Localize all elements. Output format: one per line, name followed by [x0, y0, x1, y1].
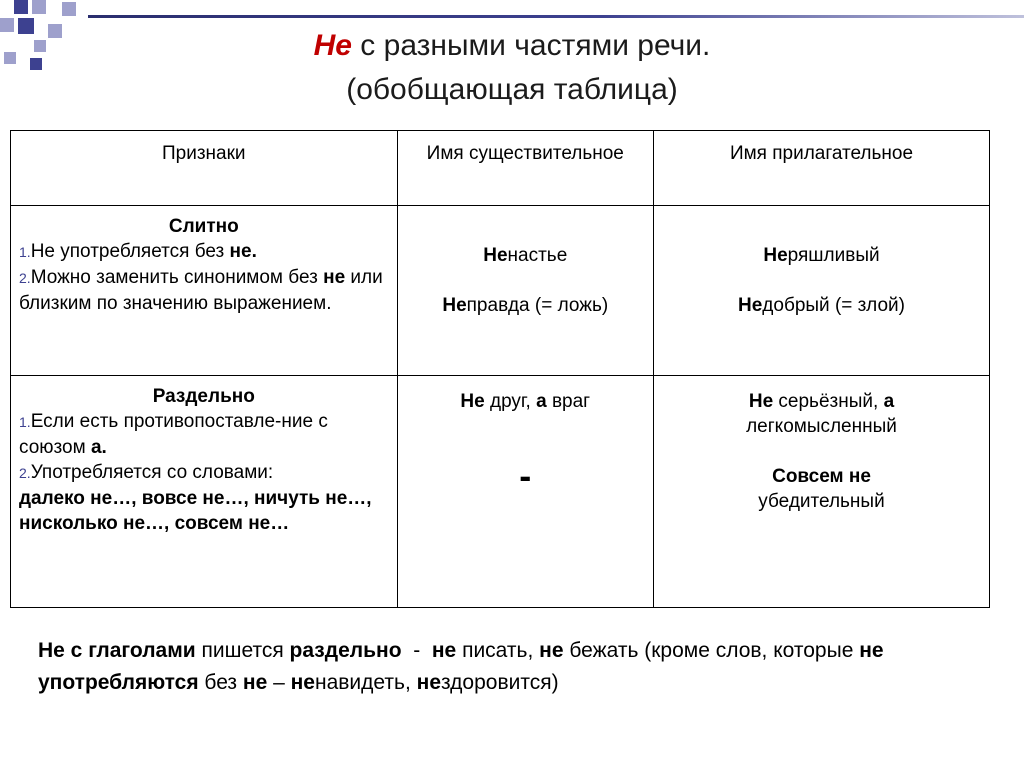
example-text: Неправда (= ложь) — [442, 295, 609, 316]
example-text: Неряшливый — [763, 245, 880, 266]
noun-examples-together — [397, 206, 653, 376]
rule-heading: Раздельно — [152, 386, 255, 407]
deco-square — [32, 0, 46, 14]
verbs-note: Не с глаголами пишется раздельно - не писать, не бежать (кроме слов, которые не употребляются без не – ненавидеть, нездоровится) — [38, 639, 884, 694]
adjective-examples-separate — [653, 376, 989, 608]
rule-item: 2.Употребляется со словами: — [19, 462, 274, 483]
table-row — [11, 376, 990, 608]
noun-examples-separate — [397, 376, 653, 608]
rule-item: 1.Не употребляется без не. — [19, 241, 257, 262]
rule-item: 2.Можно заменить синонимом без не или близким по значению выражением. — [19, 267, 383, 314]
page-title — [0, 24, 1024, 68]
rule-heading: Слитно — [168, 216, 239, 237]
header-noun: Имя существительное — [397, 131, 653, 206]
dash-mark: - — [519, 455, 532, 496]
rule-cell-together — [11, 206, 398, 376]
summary-table — [10, 130, 990, 608]
deco-square — [62, 2, 76, 16]
adjective-examples-together — [653, 206, 989, 376]
rule-item: 1.Если есть противопоставле-ние с союзом а. — [19, 411, 328, 458]
example-text: Совсем не — [772, 466, 871, 487]
example-text: убедительный — [758, 491, 885, 512]
title-line1: с разными частями речи. — [351, 29, 711, 62]
example-text: Недобрый (= злой) — [738, 295, 905, 316]
example-text: Ненастье — [483, 245, 568, 266]
header-line — [88, 15, 1024, 18]
title-accent: Не — [313, 29, 352, 62]
header-adjective: Имя прилагательное — [653, 131, 989, 206]
page-subtitle: (обобщающая таблица) — [346, 73, 678, 106]
example-text: Не серьёзный, а легкомысленный — [746, 391, 897, 437]
rule-cell-separate — [11, 376, 398, 608]
table-row — [11, 206, 990, 376]
table-header-row — [11, 131, 990, 206]
header-features: Признаки — [11, 131, 398, 206]
deco-square — [14, 0, 28, 14]
example-text: Не друг, а враг — [460, 391, 591, 412]
rule-word-list: далеко не…, вовсе не…, ничуть не…, нисколько не…, совсем не… — [19, 488, 372, 534]
